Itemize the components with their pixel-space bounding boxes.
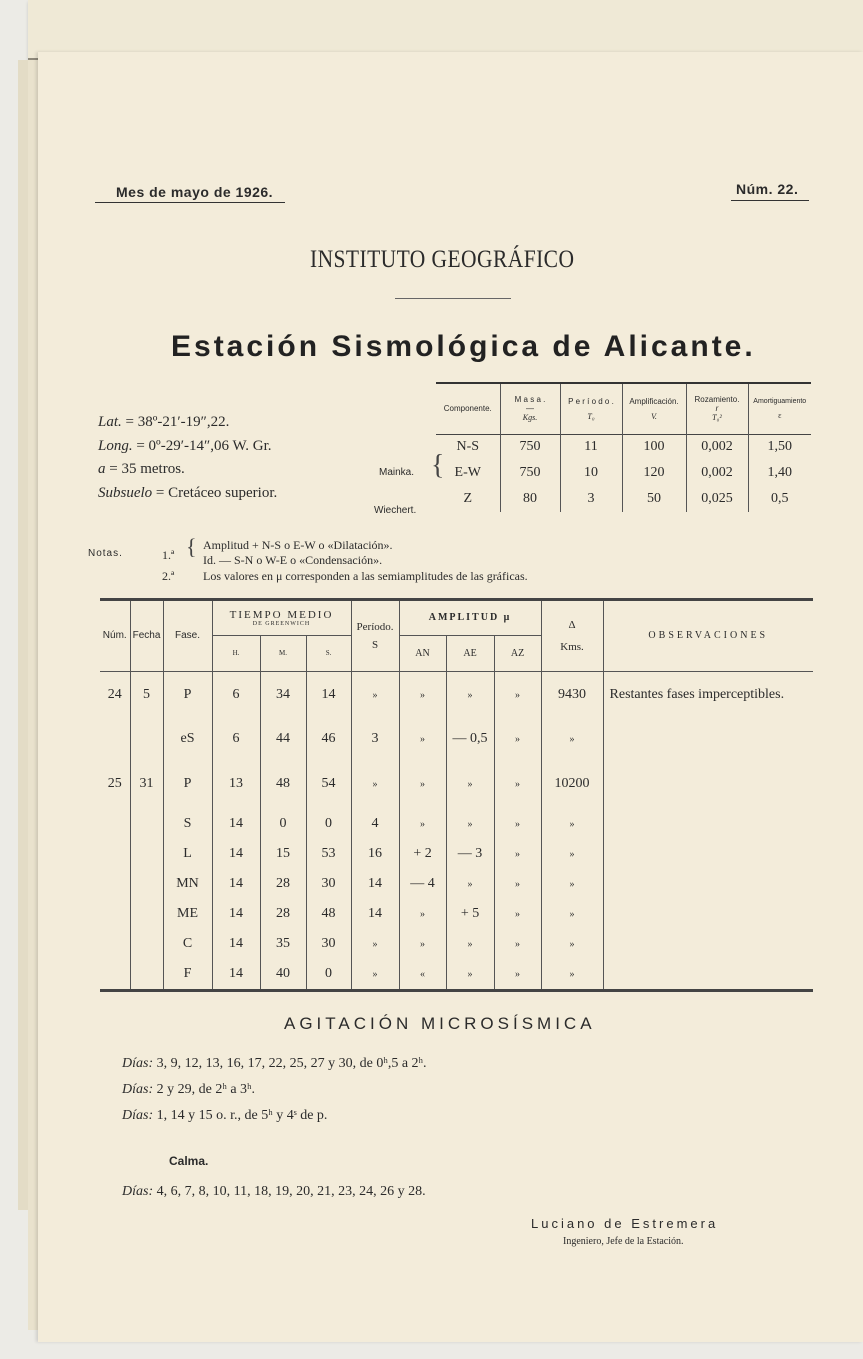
cell-az: » bbox=[494, 869, 541, 899]
header-underline bbox=[731, 200, 809, 201]
cell-s: 54 bbox=[306, 759, 351, 809]
cell-per: » bbox=[351, 929, 399, 959]
station-title: Estación Sismológica de Alicante. bbox=[171, 330, 756, 363]
cell-fase: eS bbox=[163, 719, 212, 759]
col-masa: M a s a . — Kgs. bbox=[500, 384, 560, 434]
table-row bbox=[100, 929, 813, 959]
cell-fase: MN bbox=[163, 869, 212, 899]
month-label: Mes de mayo de 1926. bbox=[116, 184, 274, 200]
cell-num: 25 bbox=[107, 776, 122, 791]
note1-line-b: Id. — S-N o W-E o «Condensación». bbox=[203, 553, 383, 567]
cell-h: 14 bbox=[212, 869, 260, 899]
cell-an: + 2 bbox=[399, 839, 446, 869]
table-row bbox=[100, 719, 813, 759]
cell-obs bbox=[603, 899, 813, 929]
alt-label: a bbox=[98, 461, 106, 477]
cell-num bbox=[100, 719, 130, 759]
cell-an: « bbox=[399, 959, 446, 989]
cell-s: 48 bbox=[306, 899, 351, 929]
calma-label: Calma. bbox=[169, 1154, 209, 1168]
instrument-row: Z 80 3 50 0,025 0,5 bbox=[436, 486, 811, 512]
cell-az: » bbox=[494, 719, 541, 759]
cell-obs bbox=[603, 719, 813, 759]
sub-label: Subsuelo bbox=[98, 485, 153, 501]
header-underline bbox=[95, 202, 285, 203]
cell-fase: F bbox=[163, 959, 212, 989]
header-fase: Fase. bbox=[163, 601, 212, 671]
cell-h: 6 bbox=[212, 719, 260, 759]
subsoil: Subsuelo = Cretáceo superior. bbox=[98, 485, 278, 501]
note2-number: 2.ª bbox=[162, 569, 175, 583]
cell-fecha bbox=[130, 809, 163, 839]
header-num: Núm. bbox=[102, 630, 127, 642]
header-periodo: Período. S bbox=[351, 601, 399, 671]
cell-az: » bbox=[494, 899, 541, 929]
altitude: a = 35 metros. bbox=[98, 461, 185, 477]
back-sheet-edge bbox=[28, 0, 863, 60]
cell-fecha: 31 bbox=[130, 759, 163, 809]
long-label: Long. bbox=[98, 438, 133, 454]
seismic-table bbox=[100, 598, 813, 992]
cell-ae: — 0,5 bbox=[446, 719, 494, 759]
instruments-header-row bbox=[436, 384, 811, 434]
header-delta: Δ Kms. bbox=[541, 601, 603, 671]
cell-h: 14 bbox=[212, 809, 260, 839]
ornament-rule bbox=[395, 298, 511, 299]
cell-ae: » bbox=[446, 929, 494, 959]
cell-obs bbox=[603, 959, 813, 989]
cell-s: 0 bbox=[306, 959, 351, 989]
days-line-3: Días: 1, 14 y 15 o. r., de 5ʰ y 4ˢ de p. bbox=[122, 1108, 328, 1123]
cell-kms: » bbox=[541, 869, 603, 899]
cell-m: 48 bbox=[260, 759, 306, 809]
note2-text: Los valores en μ corresponden a las semiamplitudes de las gráficas. bbox=[203, 569, 528, 583]
notes-label: Notas. bbox=[88, 548, 123, 559]
cell-per: 16 bbox=[351, 839, 399, 869]
days-line-2: Días: 2 y 29, de 2ʰ a 3ʰ. bbox=[122, 1082, 256, 1097]
cell-per: 3 bbox=[351, 719, 399, 759]
cell-h: 14 bbox=[212, 839, 260, 869]
longitude: Long. = 0º-29′-14″,06 W. Gr. bbox=[98, 438, 272, 454]
instrument-row: N-S 750 11 100 0,002 1,50 bbox=[436, 434, 811, 460]
cell-num bbox=[100, 869, 130, 899]
cell-kms: » bbox=[541, 899, 603, 929]
table-row bbox=[100, 759, 813, 809]
cell-h: 14 bbox=[212, 899, 260, 929]
institute-title: INSTITUTO GEOGRÁFICO bbox=[310, 246, 575, 273]
cell-an: » bbox=[399, 809, 446, 839]
cell-m: 34 bbox=[260, 671, 306, 719]
cell-obs bbox=[603, 839, 813, 869]
cell-an: » bbox=[399, 759, 446, 809]
cell-num bbox=[100, 959, 130, 989]
days-line-4: Días: 4, 6, 7, 8, 10, 11, 18, 19, 20, 21, 23, 24, 26 y 28. bbox=[122, 1184, 426, 1199]
cell-ae: — 3 bbox=[446, 839, 494, 869]
latitude: Lat. = 38º-21′-19″,22. bbox=[98, 414, 230, 430]
brace: { bbox=[186, 534, 197, 559]
cell-ae: » bbox=[446, 809, 494, 839]
cell-fase: S bbox=[163, 809, 212, 839]
cell-kms: » bbox=[541, 929, 603, 959]
cell-s: 30 bbox=[306, 929, 351, 959]
cell-obs: Restantes fases imperceptibles. bbox=[603, 671, 813, 719]
cell-az: » bbox=[494, 671, 541, 719]
group-mainka: Mainka. bbox=[379, 467, 415, 478]
cell-az: » bbox=[494, 839, 541, 869]
cell-h: 13 bbox=[212, 759, 260, 809]
cell-fase: C bbox=[163, 929, 212, 959]
table-row bbox=[100, 899, 813, 929]
cell-per: » bbox=[351, 671, 399, 719]
cell-az: » bbox=[494, 959, 541, 989]
cell-az: » bbox=[494, 809, 541, 839]
cell-m: 28 bbox=[260, 899, 306, 929]
group-wiechert: Wiechert. bbox=[374, 505, 417, 516]
table-subheader-row: H. M. S. AN AE AZ bbox=[100, 635, 813, 671]
cell-h: 6 bbox=[212, 671, 260, 719]
cell-per: 4 bbox=[351, 809, 399, 839]
agitacion-title: AGITACIÓN MICROSÍSMICA bbox=[284, 1014, 596, 1033]
cell-an: » bbox=[399, 929, 446, 959]
cell-obs bbox=[603, 809, 813, 839]
cell-per: 14 bbox=[351, 899, 399, 929]
cell-kms: » bbox=[541, 719, 603, 759]
cell-an: » bbox=[399, 719, 446, 759]
header-amplitud: AMPLITUD μ bbox=[399, 601, 541, 635]
cell-m: 35 bbox=[260, 929, 306, 959]
cell-m: 15 bbox=[260, 839, 306, 869]
days-line-1: Días: 3, 9, 12, 13, 16, 17, 22, 25, 27 y 30, de 0ʰ,5 a 2ʰ. bbox=[122, 1056, 427, 1071]
cell-per: 14 bbox=[351, 869, 399, 899]
cell-fecha: 5 bbox=[130, 671, 163, 719]
signature-name: Luciano de Estremera bbox=[531, 1216, 719, 1231]
cell-ae: » bbox=[446, 759, 494, 809]
instrument-row: E-W 750 10 120 0,002 1,40 bbox=[436, 460, 811, 486]
cell-num bbox=[100, 809, 130, 839]
header-fecha: Fecha bbox=[130, 601, 163, 671]
cell-an: » bbox=[399, 899, 446, 929]
cell-ae: » bbox=[446, 959, 494, 989]
cell-kms: » bbox=[541, 839, 603, 869]
signature-role: Ingeniero, Jefe de la Estación. bbox=[563, 1236, 684, 1247]
table-body bbox=[100, 671, 813, 989]
cell-fecha bbox=[130, 869, 163, 899]
cell-m: 40 bbox=[260, 959, 306, 989]
cell-num bbox=[100, 899, 130, 929]
table-row bbox=[100, 869, 813, 899]
cell-s: 46 bbox=[306, 719, 351, 759]
cell-per: » bbox=[351, 959, 399, 989]
cell-fase: ME bbox=[163, 899, 212, 929]
note1-line-a: Amplitud + N-S o E-W o «Dilatación». bbox=[203, 538, 393, 552]
cell-fase: P bbox=[163, 671, 212, 719]
cell-fase: P bbox=[163, 759, 212, 809]
col-componente: Componente. bbox=[443, 404, 492, 414]
col-amortiguamiento: Amortiguamiento ε bbox=[748, 384, 811, 434]
cell-fecha bbox=[130, 719, 163, 759]
table-row bbox=[100, 959, 813, 989]
header-tiempo: TIEMPO MEDIO DE GREENWICH bbox=[212, 601, 351, 635]
cell-h: 14 bbox=[212, 959, 260, 989]
cell-fecha bbox=[130, 929, 163, 959]
cell-m: 28 bbox=[260, 869, 306, 899]
cell-m: 0 bbox=[260, 809, 306, 839]
cell-num bbox=[100, 929, 130, 959]
cell-az: » bbox=[494, 929, 541, 959]
cell-obs bbox=[603, 929, 813, 959]
cell-fecha bbox=[130, 839, 163, 869]
cell-m: 44 bbox=[260, 719, 306, 759]
cell-s: 53 bbox=[306, 839, 351, 869]
lat-label: Lat. bbox=[98, 414, 122, 430]
cell-kms: » bbox=[541, 809, 603, 839]
header-observaciones: OBSERVACIONES bbox=[603, 601, 813, 671]
table-row bbox=[100, 839, 813, 869]
brace: { bbox=[431, 450, 445, 481]
cell-fecha bbox=[130, 959, 163, 989]
cell-obs bbox=[603, 759, 813, 809]
table-row bbox=[100, 809, 813, 839]
cell-ae: + 5 bbox=[446, 899, 494, 929]
table-row bbox=[100, 671, 813, 719]
cell-num: 24 bbox=[107, 687, 122, 703]
col-rozamiento: Rozamiento. r T₀² bbox=[686, 384, 748, 434]
cell-fase: L bbox=[163, 839, 212, 869]
table-header-row bbox=[100, 601, 813, 635]
cell-s: 30 bbox=[306, 869, 351, 899]
cell-az: » bbox=[494, 759, 541, 809]
cell-fecha bbox=[130, 899, 163, 929]
cell-ae: » bbox=[446, 869, 494, 899]
cell-kms: » bbox=[541, 959, 603, 989]
number-label: Núm. 22. bbox=[736, 181, 799, 197]
col-amplificacion: Amplificación. V. bbox=[622, 384, 686, 434]
cell-num bbox=[100, 839, 130, 869]
note1-number: 1.ª bbox=[162, 548, 175, 562]
cell-obs bbox=[603, 869, 813, 899]
cell-kms: 10200 bbox=[541, 759, 603, 809]
col-periodo: P e r í o d o . T₀ bbox=[560, 384, 622, 434]
document-page bbox=[38, 52, 863, 1342]
cell-kms: 9430 bbox=[541, 671, 603, 719]
cell-an: » bbox=[399, 671, 446, 719]
cell-h: 14 bbox=[212, 929, 260, 959]
cell-an: — 4 bbox=[399, 869, 446, 899]
cell-ae: » bbox=[446, 671, 494, 719]
cell-s: 14 bbox=[306, 671, 351, 719]
cell-per: » bbox=[351, 759, 399, 809]
instruments-table bbox=[436, 382, 811, 512]
cell-s: 0 bbox=[306, 809, 351, 839]
